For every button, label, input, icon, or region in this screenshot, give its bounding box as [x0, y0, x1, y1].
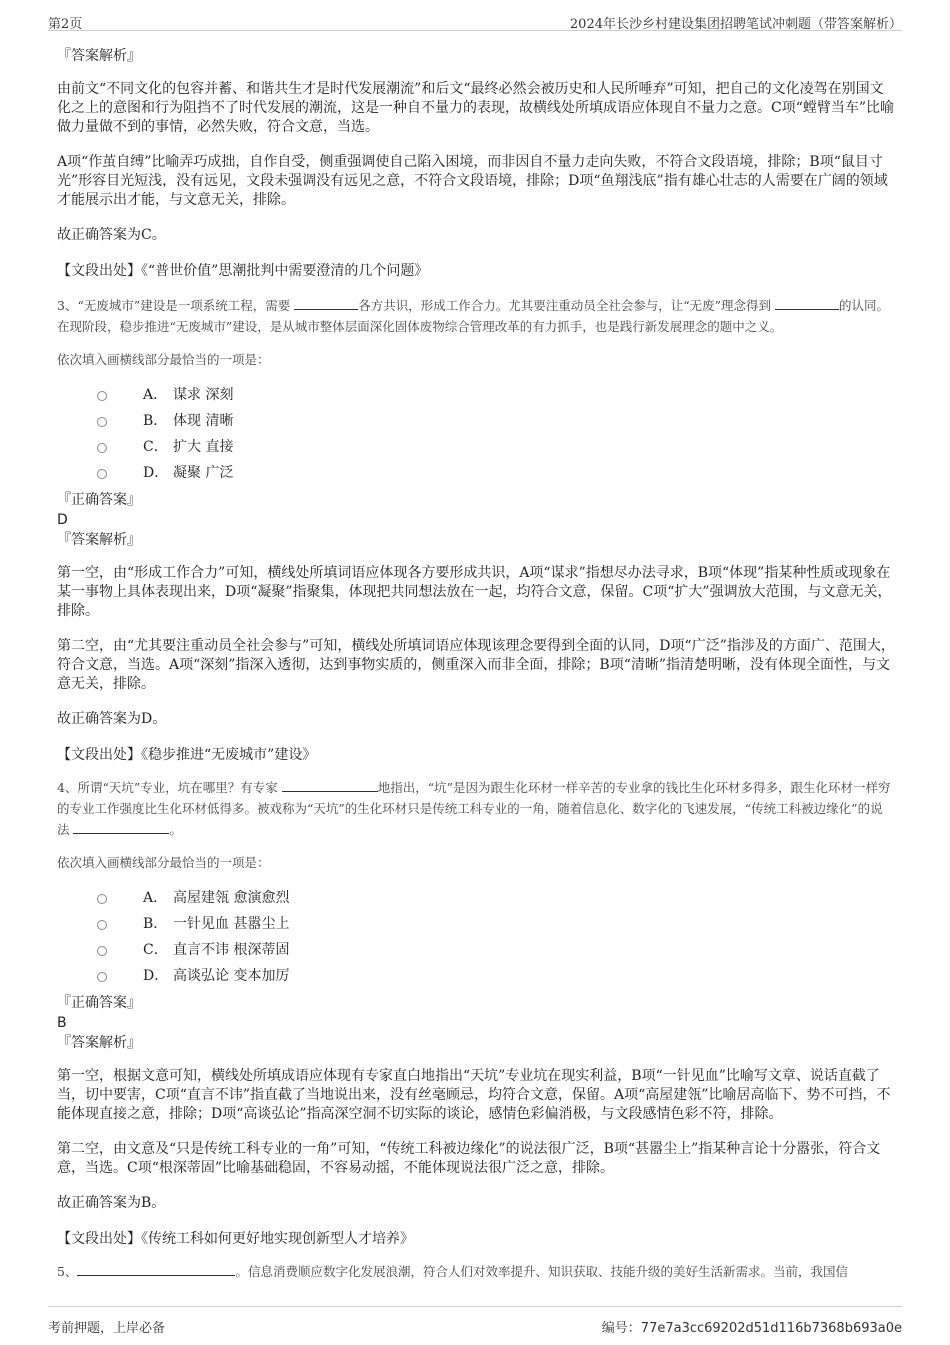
- q4-analysis-label: 『答案解析』: [57, 1035, 141, 1051]
- q3-option-d[interactable]: D． 凝聚 广泛: [57, 460, 895, 486]
- q4-stem-part2: 地指出，“坑”是因为跟生化环材一样辛苦的专业拿的钱比生化环材多得多，跟生化环材一样穷的专业工作强度比生化环材低得多。被戏称为“天坑”的生化环材只是传统工科专业的一角，随着信息化、数字化的飞速发展，“传统工科被边缘化”的说法: [57, 780, 891, 837]
- q4-analysis-p2: 第二空，由文意及“只是传统工科专业的一角”可知，“传统工科被边缘化”的说法很广泛，B项“甚嚣尘上”指某种言论十分嚣张，符合文意，当选。C项“根深蒂固”比喻基础稳固，不容易动摇，不能体现说法很广泛之意，排除。: [57, 1141, 881, 1176]
- q3-stem-part2: 各方共识，形成工作合力。尤其要注重动员全社会参与，让“无废”理念得到: [358, 298, 775, 313]
- page-header: [48, 10, 902, 31]
- q3-analysis-p1: 第一空，由“形成工作合力”可知，横线处所填词语应体现各方要形成共识，A项“谋求”指想尽办法寻求，B项“体现”指某种性质或现象在某一事物上具体表现出来，D项“凝聚”指聚集，体现把共同想法放在一起，均符合文意，保留。C项“扩大”强调放大范围，与文意无关，排除。: [57, 565, 892, 619]
- q4-answer: B: [57, 1015, 67, 1031]
- q4-stem: [57, 777, 895, 840]
- q3-answer-label: 『正确答案』: [57, 492, 141, 508]
- q3-conclusion: 故正确答案为D。: [57, 711, 167, 727]
- radio-icon[interactable]: [97, 972, 107, 982]
- q3-analysis-p2: 第二空，由“尤其要注重动员全社会参与”可知，横线处所填词语应体现该理念要得到全面的认同，D项“广泛”指涉及的方面广、范围大，符合文意，当选。A项“深刻”指深入透彻，达到事物实质的，侧重深入而非全面，排除；B项“清晰”指清楚明晰，没有体现全面性，与文意无关，排除。: [57, 638, 895, 692]
- q4-option-d[interactable]: D． 高谈弘论 变本加厉: [57, 963, 895, 989]
- q4-blank-1: [282, 778, 378, 792]
- q3-blank-2: [775, 296, 839, 310]
- q5-stem-part1: 5、: [57, 1264, 78, 1279]
- q4-source: 【文段出处】《传统工科如何更好地实现创新型人才培养》: [57, 1231, 414, 1247]
- q3-stem-part1: 3、“无废城市”建设是一项系统工程，需要: [57, 298, 295, 313]
- q5-blank-1: [77, 1262, 235, 1276]
- q2-analysis-label: 『答案解析』: [57, 48, 141, 64]
- q3-analysis-label: 『答案解析』: [57, 532, 141, 548]
- q4-option-c[interactable]: C． 直言不讳 根深蒂固: [57, 937, 895, 963]
- q4-conclusion: 故正确答案为B。: [57, 1195, 166, 1211]
- radio-icon[interactable]: [97, 894, 107, 904]
- radio-icon[interactable]: [97, 946, 107, 956]
- radio-icon[interactable]: [97, 391, 107, 401]
- q5-stem-part2: 。信息消费顺应数字化发展浪潮，符合人们对效率提升、知识获取、技能升级的美好生活新需求。当前，我国信: [235, 1264, 848, 1279]
- q2-analysis-p2: A项“作茧自缚”比喻弄巧成拙，自作自受，侧重强调使自己陷入困境，而非因自不量力走向失败，不符合文段语境，排除；B项“鼠目寸光”形容目光短浅，没有远见，文段未强调没有远见之意，不符合文段语境，排除；D项“鱼翔浅底”指有雄心壮志的人需要在广阔的领域才能展示出才能，与文意无关，排除。: [57, 154, 888, 208]
- q3-option-a[interactable]: A． 谋求 深刻: [57, 382, 895, 408]
- q4-blank-2: [73, 820, 169, 834]
- q3-prompt: 依次填入画横线部分最恰当的一项是：: [57, 352, 270, 367]
- q3-source: 【文段出处】《稳步推进“无废城市”建设》: [57, 747, 317, 763]
- radio-icon[interactable]: [97, 920, 107, 930]
- q3-stem-part3: 的认同。在现阶段，稳步推进“无废城市”建设，是从城市整体层面深化固体废物综合管理改革的有力抓手，也是践行新发展理念的题中之义。: [57, 298, 889, 334]
- q4-option-a[interactable]: A． 高屋建瓴 愈演愈烈: [57, 885, 895, 911]
- document-title: 2024年长沙乡村建设集团招聘笔试冲刺题（带答案解析）: [569, 17, 902, 32]
- q5-stem: [57, 1261, 895, 1282]
- q4-stem-part1: 4、所谓“天坑”专业，坑在哪里？有专家: [57, 780, 282, 795]
- footer-slogan: 考前押题，上岸必备: [48, 1321, 166, 1336]
- q2-analysis-p1: 由前文“不同文化的包容并蓄、和谐共生才是时代发展潮流”和后文“最终必然会被历史和人民所唾弃”可知，把自己的文化凌驾在别国文化之上的意图和行为阻挡不了时代发展的潮流，这是一种自不量力的表现，故横线处所填成语应体现自不量力之意。C项“螳臂当车”比喻做力量做不到的事情，必然失败，符合文意，当选。: [57, 81, 895, 135]
- q4-options: [57, 885, 895, 989]
- page-content: [57, 46, 895, 1282]
- q4-prompt: 依次填入画横线部分最恰当的一项是：: [57, 855, 270, 870]
- radio-icon[interactable]: [97, 417, 107, 427]
- q2-conclusion: 故正确答案为C。: [57, 227, 166, 243]
- page-footer: [48, 1306, 902, 1337]
- q3-blank-1: [294, 296, 358, 310]
- page-number: 第2页: [48, 17, 83, 32]
- q4-answer-label: 『正确答案』: [57, 995, 141, 1011]
- q4-analysis-p1: 第一空，根据文意可知，横线处所填成语应体现有专家直白地指出“天坑”专业坑在现实利益，B项“一针见血”比喻写文章、说话直截了当，切中要害，C项“直言不讳”指直截了当地说出来，没有丝毫顾忌，均符合文意，保留。A项“高屋建瓴”比喻居高临下、势不可挡，不能体现直接之意，排除；D项“高谈弘论”指高深空洞不切实际的谈论，感情色彩偏消极，与文段感情色彩不符，排除。: [57, 1068, 891, 1122]
- radio-icon[interactable]: [97, 469, 107, 479]
- q4-option-b[interactable]: B． 一针见血 甚嚣尘上: [57, 911, 895, 937]
- q3-answer: D: [57, 512, 68, 528]
- q4-stem-part3: 。: [169, 822, 182, 837]
- q3-option-c[interactable]: C． 扩大 直接: [57, 434, 895, 460]
- q3-option-b[interactable]: B． 体现 清晰: [57, 408, 895, 434]
- radio-icon[interactable]: [97, 443, 107, 453]
- q3-stem: [57, 295, 895, 337]
- q3-options: [57, 382, 895, 486]
- q2-source: 【文段出处】《“普世价值”思潮批判中需要澄清的几个问题》: [57, 263, 429, 279]
- document-code: 编号：77e7a3cc69202d51d116b7368b693a0e: [601, 1321, 902, 1336]
